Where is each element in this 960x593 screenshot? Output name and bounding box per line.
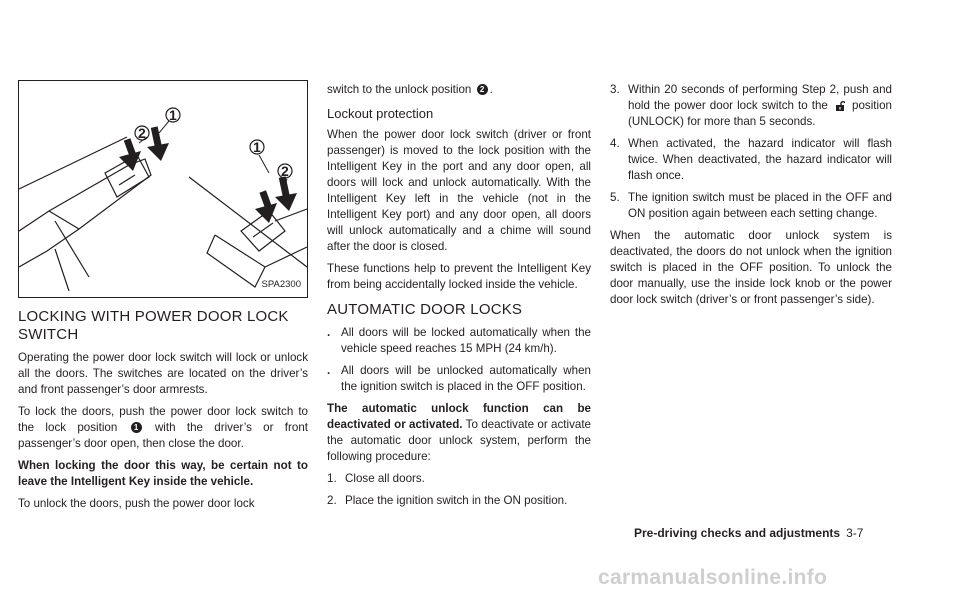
door-lock-switch-illustration [19,81,307,297]
step-number: 1. [327,472,337,485]
list-item [610,82,892,130]
bold-text-run: The automatic unlock function can be deactivated or activated. [327,402,591,431]
paragraph: These functions help to prevent the Intelligent Key from being accidentally locked inside the vehicle. [327,262,591,291]
list-item [327,363,591,395]
callout-1-lower: 1 [253,139,261,155]
bullet-mark: . [327,364,331,377]
callout-2-lower: 2 [281,163,289,179]
step-number: 4. [610,137,620,150]
list-item [327,325,591,357]
door-lock-switch-figure [18,80,308,298]
unlock-icon [835,100,845,111]
list-item [327,471,591,487]
step-text: Close all doors. [345,472,425,485]
footer-section-title: Pre-driving checks and adjustments [634,526,841,540]
text-run: To lock the doors, push the power door lock switch to the lock position [18,405,308,434]
page-footer [634,526,863,540]
column-middle [327,82,591,515]
paragraph: Operating the power door lock switch will lock or unlock all the doors. The switches are located on the driver’s and front passenger’s door armrests. [18,351,308,396]
step-number: 5. [610,191,620,204]
text-run: To deactivate or activate the automatic door unlock system, perform the following procedure: [327,418,591,463]
text-run: with the driver’s or front passenger’s door open, then close the door. [18,421,308,450]
list-item [610,136,892,184]
text-run: switch to the unlock position [327,83,472,96]
callout-1-upper: 1 [169,107,177,123]
section-heading-locking: LOCKING WITH POWER DOOR LOCK SWITCH [18,308,289,343]
list-item [327,493,591,509]
text-run: position (UNLOCK) for more than 5 seconds. [628,99,892,128]
subheading-lockout-protection: Lockout protection [327,106,434,121]
column-right [610,82,892,314]
bullet-text: All doors will be locked automatically when the vehicle speed reaches 15 MPH (24 km/h). [341,326,591,355]
step-text: The ignition switch must be placed in the OFF and ON position again between each setting change. [628,191,892,220]
paragraph: When the power door lock switch (driver or front passenger) is moved to the lock position with the Intelligent Key in the port and any door open, all doors will lock and unlock automatically. With the Intelligent Key left in the vehicle (not in the Intelligent Key port) and any door open, all doors will unlock automatically and a chime will sound after the door is closed. [327,128,591,253]
bullet-mark: . [327,326,331,339]
paragraph [327,401,591,465]
bullet-text: All doors will be unlocked automatically when the ignition switch is placed in the OFF position. [341,364,591,393]
page-number: 3-7 [846,526,864,540]
text-run: Within 20 seconds of performing Step 2, push and hold the power door lock switch to the [628,83,892,112]
figure-caption: SPA2300 [261,279,301,290]
text-run: . [489,83,493,96]
warning-paragraph: When locking the door this way, be certain not to leave the Intelligent Key inside the vehicle. [18,459,308,488]
section-heading-automatic-door-locks: AUTOMATIC DOOR LOCKS [327,301,523,318]
paragraph [18,404,308,452]
watermark: carmanualsonline.info [598,566,828,589]
step-text [628,82,892,130]
paragraph [327,82,591,98]
step-text: Place the ignition switch in the ON position. [345,494,568,507]
callout-marker-1: 1 [131,422,142,433]
callout-2-upper: 2 [138,125,146,141]
paragraph: To unlock the doors, push the power door lock [18,497,255,510]
callout-marker-2: 2 [477,84,488,95]
step-number: 3. [610,83,620,96]
paragraph: When the automatic door unlock system is deactivated, the doors do not unlock when the ignition switch is placed in the OFF position. To unlock the door manually, use the inside lock knob or the power door lock switch (driver’s or front passenger’s side). [610,229,892,306]
column-left [18,80,308,518]
step-text: When activated, the hazard indicator will flash twice. When deactivated, the hazard indicator will flash once. [628,137,892,182]
step-number: 2. [327,494,337,507]
list-item [610,190,892,222]
